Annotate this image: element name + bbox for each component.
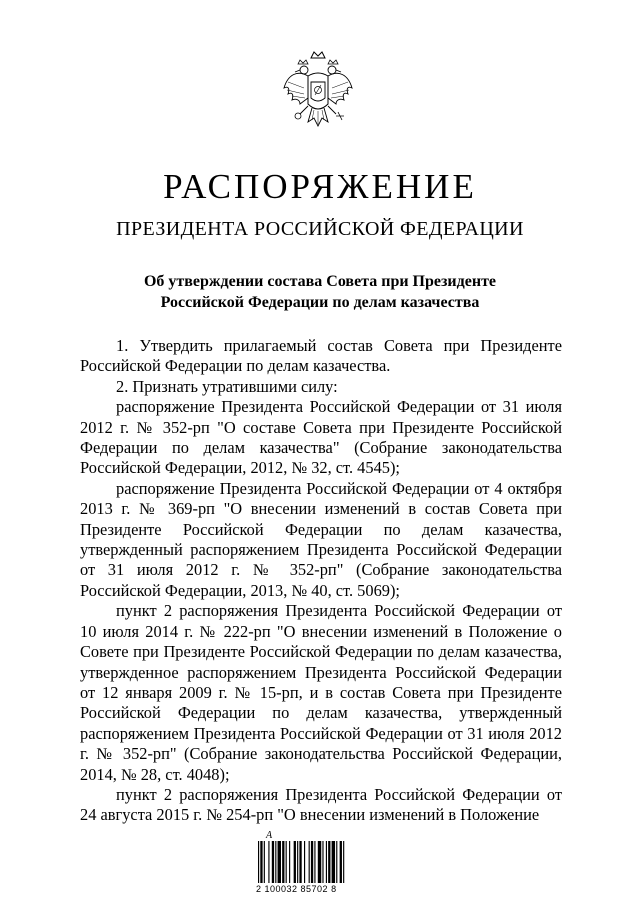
document-heading bbox=[0, 271, 640, 313]
document-body bbox=[80, 336, 562, 826]
barcode-bar bbox=[328, 841, 330, 883]
barcode-bar bbox=[294, 841, 296, 883]
barcode-bar bbox=[309, 841, 310, 883]
barcode-bar bbox=[260, 841, 262, 883]
barcode-bar bbox=[299, 841, 301, 883]
paragraph: пункт 2 распоряжения Президента Российской Федерации от 24 августа 2015 г. № 254-рп "О внесении изменений в Положение bbox=[80, 784, 562, 825]
heading-line-2: Российской Федерации по делам казачества bbox=[160, 294, 480, 311]
heading-line-1: Об утверждении состава Совета при Президенте bbox=[143, 273, 497, 290]
barcode-bar bbox=[268, 841, 269, 883]
paragraph: распоряжение Президента Российской Федерации от 4 октября 2013 г. № 369-рп "О внесении изменений в состав Совета при Президенте Российской Федерации по делам казачества, утвержденный распоряжением Президента Российской Федерации от 31 июля 2012 г. № 352-рп" (Собрание законодательства Российской Федерации, 2013, № 40, ст. 5069); bbox=[80, 478, 562, 600]
barcode-bar bbox=[314, 841, 315, 883]
document-subtitle: ПРЕЗИДЕНТА РОССИЙСКОЙ ФЕДЕРАЦИИ bbox=[116, 218, 524, 240]
coat-of-arms-icon bbox=[278, 48, 358, 144]
svg-text:A: A bbox=[265, 830, 273, 840]
barcode-bar bbox=[343, 841, 344, 883]
paragraph: пункт 2 распоряжения Президента Российской Федерации от 10 июля 2014 г. № 222-рп "О внесении изменений в Положение о Совете при Президенте Российской Федерации по делам казачества, утвержденное распоряжением Президента Российской Федерации от 12 января 2009 г. № 15-рп, и в состав Совета при Президенте Российской Федерации по делам казачества, утвержденный распоряжением Президента Российской Федерации от 31 июля 2012 г. № 352-рп" (Собрание законодательства Российской Федерации, 2014, № 28, ст. 4048); bbox=[80, 601, 562, 784]
paragraph: распоряжение Президента Российской Федерации от 31 июля 2012 г. № 352-рп "О составе Совета при Президенте Российской Федерации по делам казачества" (Собрание законодательства Российской Федерации, 2012, № 32, ст. 4545); bbox=[80, 397, 562, 478]
barcode-bar bbox=[304, 841, 305, 883]
barcode-bar bbox=[326, 841, 327, 883]
barcode-number: 2 100032 85702 8 bbox=[256, 884, 337, 894]
barcode-bar bbox=[322, 841, 323, 883]
barcode-bar bbox=[311, 841, 313, 883]
barcode-bar bbox=[336, 841, 337, 883]
paragraph: 1. Утвердить прилагаемый состав Совета при Президенте Российской Федерации по делам казачества. bbox=[80, 336, 562, 376]
barcode-bar bbox=[332, 841, 335, 883]
barcode-bar bbox=[289, 841, 290, 883]
barcode-bar bbox=[258, 841, 259, 883]
barcode-bar bbox=[275, 841, 276, 883]
barcode-bar bbox=[272, 841, 274, 883]
barcode-bar bbox=[286, 841, 287, 883]
document-title: РАСПОРЯЖЕНИЕ bbox=[163, 167, 477, 206]
barcode-bar bbox=[282, 841, 284, 883]
barcode-bar bbox=[297, 841, 298, 883]
barcode-bar bbox=[278, 841, 281, 883]
barcode-bar bbox=[318, 841, 321, 883]
barcode-mark-icon bbox=[256, 828, 282, 840]
barcode-bar bbox=[264, 841, 265, 883]
barcode-bar bbox=[340, 841, 342, 883]
barcode-icon bbox=[258, 841, 374, 883]
paragraph: 2. Признать утратившими силу: bbox=[116, 376, 338, 396]
